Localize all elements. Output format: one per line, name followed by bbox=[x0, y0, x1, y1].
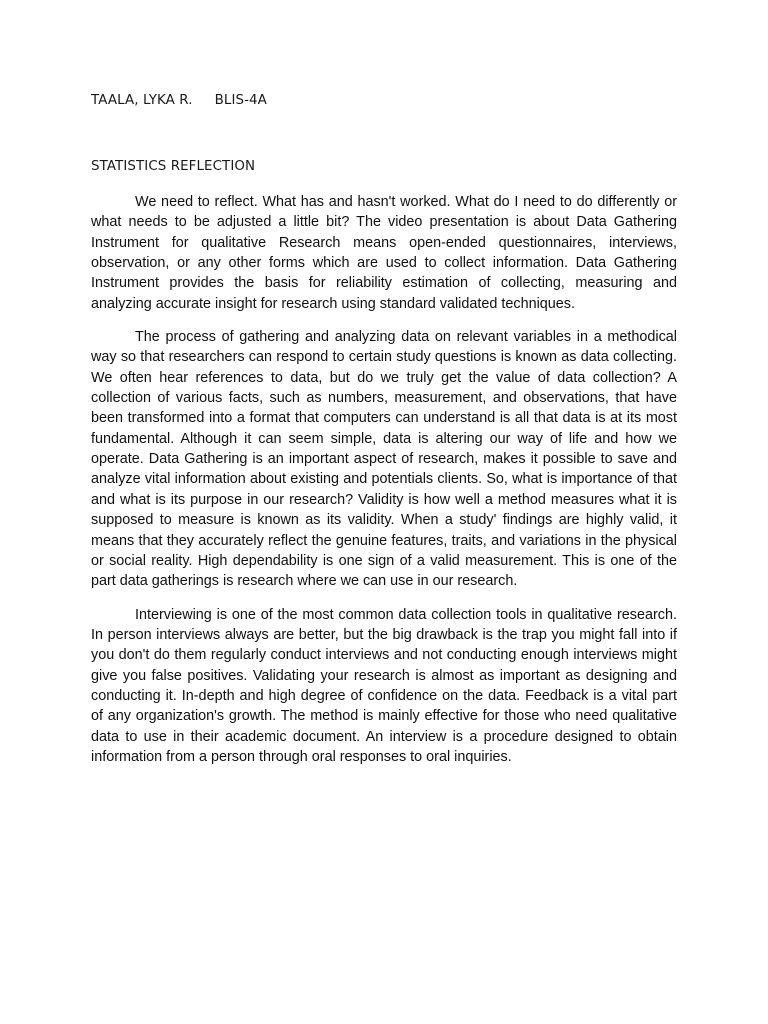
document-title: STATISTICS REFLECTION bbox=[91, 159, 256, 174]
student-name: TAALA, LYKA R. bbox=[91, 93, 193, 108]
document-body bbox=[91, 192, 677, 780]
paragraph-3: Interviewing is one of the most common data collection tools in qualitative research. In person interviews always are better, but the big drawback is the trap you might fall into if you don't do them regularly conduct interviews and not conducting enough interviews might give you false positives. Validating your research is almost as important as designing and conducting it. In-depth and high degree of confidence on the data. Feedback is a vital part of any organization's growth. The method is mainly effective for those who need qualitative data to use in their academic document. An interview is a procedure designed to obtain information from a person through oral responses to oral inquiries. bbox=[91, 606, 677, 765]
author-header bbox=[91, 93, 267, 108]
class-code: BLIS-4A bbox=[214, 93, 267, 108]
paragraph-1: We need to reflect. What has and hasn't worked. What do I need to do differently or what needs to be adjusted a little bit? The video presentation is about Data Gathering Instrument for qualitative Research means open-ended questionnaires, interviews, observation, or any other forms which are used to collect information. Data Gathering Instrument provides the basis for reliability estimation of collecting, measuring and analyzing accurate insight for research using standard validated techniques. bbox=[91, 194, 677, 312]
paragraph-2: The process of gathering and analyzing data on relevant variables in a methodical way so that researchers can respond to certain study questions is known as data collecting. We often hear references to data, but do we truly get the value of data collection? A collection of various facts, such as numbers, measurement, and observations, that have been transformed into a format that computers can understand is all that data is at its most fundamental. Although it can seem simple, data is altering our way of life and how we operate. Data Gathering is an important aspect of research, makes it possible to save and analyze vital information about existing and potentials clients. So, what is importance of that and what is its purpose in our research? Validity is how well a method measures what it is supposed to measure is known as its validity. When a study' findings are highly valid, it means that they accurately reflect the genuine features, traits, and variations in the physical or social reality. High dependability is one sign of a valid measurement. This is one of the part data gatherings is research where we can use in our research. bbox=[91, 329, 677, 590]
